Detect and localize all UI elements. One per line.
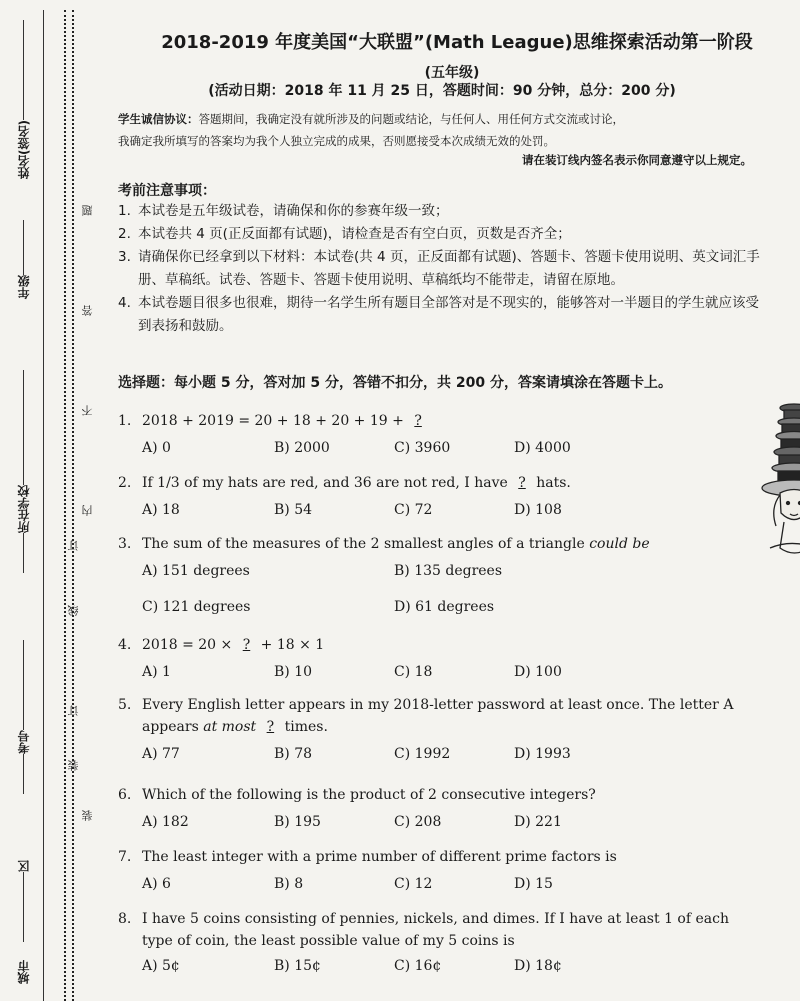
question-number: 7. — [118, 849, 132, 865]
option-a[interactable]: A) 0 — [142, 440, 171, 456]
notes-list — [118, 200, 768, 338]
option-c[interactable]: C) 208 — [394, 814, 442, 830]
binding-field-grade[interactable] — [8, 220, 38, 299]
honesty-line-1: 答题期间，我确定没有就所涉及的问题或结论，与任何人、用任何方式交流或讨论， — [198, 112, 624, 126]
question-number: 6. — [118, 787, 132, 803]
note-item — [118, 200, 768, 223]
answer-blank: ? — [414, 413, 422, 429]
question-5 — [118, 694, 758, 768]
question-2 — [118, 472, 758, 524]
option-b[interactable]: B) 135 degrees — [394, 563, 503, 579]
option-b[interactable]: B) 2000 — [274, 440, 330, 456]
question-6 — [118, 784, 758, 836]
question-text: I have 5 coins consisting of pennies, nickels, and dimes. If I have at least 1 of each type of coin, the least possible value of my 5 coins is — [142, 911, 729, 949]
question-text: 2018 = 20 × — [142, 637, 237, 653]
question-text: 2018 + 2019 = 20 + 18 + 20 + 19 + — [142, 413, 409, 429]
option-b[interactable]: B) 10 — [274, 664, 313, 680]
option-d[interactable]: D) 100 — [514, 664, 562, 680]
option-a[interactable]: A) 151 degrees — [142, 563, 250, 579]
honesty-agreement — [118, 108, 758, 152]
option-d[interactable]: D) 18¢ — [514, 958, 562, 974]
question-3 — [118, 533, 758, 621]
question-text: The least integer with a prime number of different prime factors is — [142, 849, 617, 865]
option-c[interactable]: C) 18 — [394, 664, 433, 680]
binding-field-name[interactable] — [8, 20, 38, 179]
option-c[interactable]: C) 12 — [394, 876, 433, 892]
note-number: 3. — [118, 249, 131, 265]
options-row — [118, 563, 758, 585]
question-number: 2. — [118, 475, 132, 491]
binding-solid-line — [43, 10, 44, 1001]
question-text: Which of the following is the product of 2 consecutive integers? — [142, 787, 596, 803]
note-text: 本试卷题目很多也很难，期待一名学生所有题目全部答对是不现实的，能够答对一半题目的学生就应该受到表扬和鼓励。 — [138, 295, 759, 334]
honesty-line-2: 我确定我所填写的答案均为我个人独立完成的成果，否则愿接受本次成绩无效的处罚。 — [118, 134, 555, 148]
question-8 — [118, 908, 758, 980]
option-d[interactable]: D) 1993 — [514, 746, 571, 762]
question-text-post: times. — [280, 719, 328, 735]
options-row — [118, 664, 758, 686]
question-7 — [118, 846, 758, 898]
option-d[interactable]: D) 108 — [514, 502, 562, 518]
note-text: 本试卷共 4 页(正反面都有试题)，请检查是否有空白页，页数是否齐全； — [138, 226, 571, 242]
option-d[interactable]: D) 61 degrees — [394, 599, 495, 615]
option-b[interactable]: B) 8 — [274, 876, 304, 892]
note-item — [118, 223, 768, 246]
option-c[interactable]: C) 3960 — [394, 440, 451, 456]
option-c[interactable]: C) 1992 — [394, 746, 451, 762]
exam-info: (活动日期：2018 年 11 月 25 日，答题时间：90 分钟，总分：200 分) — [208, 83, 676, 99]
answer-blank: ? — [266, 719, 275, 735]
notes-title: 考前注意事项： — [118, 183, 216, 199]
binding-field-city[interactable] — [8, 960, 38, 984]
note-text: 本试卷是五年级试卷，请确保和你的参赛年级一致； — [138, 203, 449, 219]
binding-field-label: 区 — [16, 860, 31, 872]
question-text-emphasis: at most — [203, 719, 257, 735]
question-1 — [118, 410, 758, 462]
binding-field-school[interactable] — [8, 370, 38, 573]
option-a[interactable]: A) 6 — [142, 876, 171, 892]
option-a[interactable]: A) 5¢ — [142, 958, 180, 974]
option-b[interactable]: B) 78 — [274, 746, 313, 762]
binding-field-exam-number[interactable] — [8, 640, 38, 794]
note-text: 请确保你已经拿到以下材料：本试卷(共 4 页，正反面都有试题)、答题卡、答题卡使用说明、英文词汇手册、草稿纸。试卷、答题卡、答题卡使用说明、草稿纸均不能带走，请留在原地。 — [138, 249, 760, 288]
option-b[interactable]: B) 195 — [274, 814, 321, 830]
option-a[interactable]: A) 77 — [142, 746, 180, 762]
option-b[interactable]: B) 54 — [274, 502, 313, 518]
option-a[interactable]: A) 1 — [142, 664, 171, 680]
options-row — [118, 599, 758, 621]
answer-blank: ? — [518, 475, 526, 491]
option-a[interactable]: A) 182 — [142, 814, 189, 830]
binding-char: 答 — [81, 305, 94, 316]
binding-char: 订 — [67, 540, 80, 551]
exam-title: 2018-2019 年度美国“大联盟”(Math League)思维探索活动第一阶段 — [161, 32, 753, 53]
note-number: 1. — [118, 203, 131, 219]
note-item — [118, 246, 768, 292]
binding-field-label: 城市 — [16, 960, 31, 984]
binding-char: 订 — [67, 705, 80, 716]
question-text-post: hats. — [531, 475, 571, 491]
honesty-label: 学生诚信协议： — [118, 112, 199, 126]
binding-char: 题 — [81, 205, 94, 216]
option-d[interactable]: D) 4000 — [514, 440, 571, 456]
binding-char: 内 — [81, 505, 94, 516]
option-c[interactable]: C) 121 degrees — [142, 599, 251, 615]
exam-grade: (五年级) — [424, 65, 480, 81]
question-number: 5. — [118, 697, 132, 713]
question-text-emphasis: could be — [589, 536, 650, 552]
sign-note: 请在装订线内签名表示你同意遵守以上规定。 — [522, 153, 752, 167]
question-text: If 1/3 of my hats are red, and 36 are not red, I have — [142, 475, 513, 491]
option-a[interactable]: A) 18 — [142, 502, 180, 518]
question-text: Every English letter appears in my 2018-letter password at least once. The letter A appears — [142, 697, 734, 735]
binding-char: 不 — [81, 405, 94, 416]
binding-field-label: 姓名(签名) — [16, 120, 31, 179]
options-row — [118, 814, 758, 836]
question-text-post: + 18 × 1 — [256, 637, 325, 653]
note-item — [118, 292, 768, 338]
answer-blank: ? — [242, 637, 251, 653]
binding-field-label: 考号 — [16, 730, 31, 754]
section-heading: 选择题：每小题 5 分，答对加 5 分，答错不扣分，共 200 分，答案请填涂在答题卡上。 — [118, 375, 672, 391]
option-d[interactable]: D) 221 — [514, 814, 562, 830]
question-number: 4. — [118, 637, 132, 653]
question-text: The sum of the measures of the 2 smallest angles of a triangle — [142, 536, 590, 552]
binding-dotted-line-outer — [64, 10, 66, 1001]
options-row — [118, 502, 758, 524]
binding-field-label: 年级 — [16, 275, 31, 299]
binding-char: 装 — [81, 810, 94, 821]
note-number: 2. — [118, 226, 131, 242]
binding-char: 线 — [67, 605, 80, 616]
binding-field-district[interactable] — [8, 860, 38, 942]
question-number: 8. — [118, 911, 132, 927]
binding-char: 装 — [67, 760, 80, 771]
binding-dotted-line-inner — [72, 10, 74, 1001]
question-number: 3. — [118, 536, 132, 552]
binding-field-label: 所在学校 — [16, 485, 31, 533]
binding-margin — [0, 0, 100, 1001]
options-row — [118, 440, 758, 462]
option-d[interactable]: D) 15 — [514, 876, 553, 892]
option-c[interactable]: C) 16¢ — [394, 958, 442, 974]
option-c[interactable]: C) 72 — [394, 502, 433, 518]
options-row — [118, 876, 758, 898]
note-number: 4. — [118, 295, 131, 311]
hat-lady-illustration — [760, 398, 800, 563]
options-row — [118, 746, 758, 768]
options-row — [118, 958, 758, 980]
question-number: 1. — [118, 413, 132, 429]
question-4 — [118, 634, 758, 686]
option-b[interactable]: B) 15¢ — [274, 958, 321, 974]
